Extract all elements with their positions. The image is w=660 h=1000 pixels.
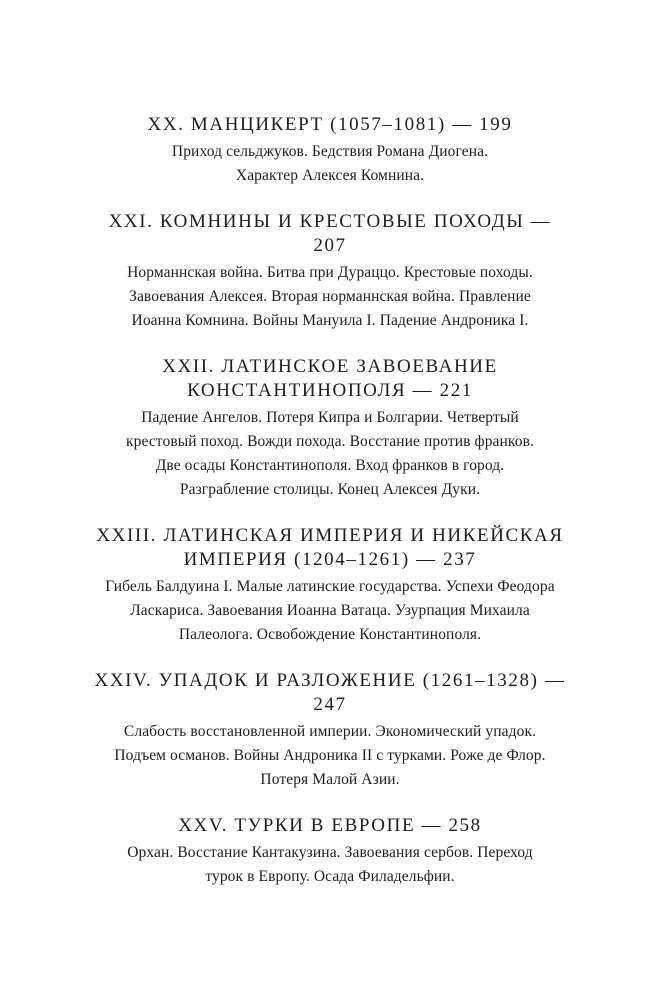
chapter-xx: [80, 113, 580, 188]
chapter-title: [80, 524, 580, 572]
chapter-description-line: крестовый поход. Вожди похода. Восстание против франков.: [125, 433, 535, 450]
chapter-xxiii: [80, 524, 580, 647]
chapter-title: [80, 210, 580, 258]
chapter-title-line: 247: [313, 694, 347, 715]
chapter-description-line: Ласкариса. Завоевания Иоанна Ватаца. Узурпация Михаила: [130, 602, 530, 619]
chapter-description-line: турок в Европу. Осада Филадельфии.: [205, 868, 455, 885]
chapter-description-line: Завоевания Алексея. Вторая норманнская война. Правление: [129, 288, 531, 305]
chapter-title-line: XXI. КОМНИНЫ И КРЕСТОВЫЕ ПОХОДЫ —: [108, 211, 552, 232]
chapter-description: [80, 406, 580, 502]
chapter-description-line: Падение Ангелов. Потеря Кипра и Болгарии. Четвертый: [141, 409, 519, 426]
chapter-title: [80, 113, 580, 137]
chapter-description-line: Гибель Балдуина I. Малые латинские государства. Успехи Феодора: [105, 578, 555, 595]
chapter-xxii: [80, 355, 580, 502]
chapter-description-line: Слабость восстановленной империи. Экономический упадок.: [123, 723, 537, 740]
chapter-description-line: Разграбление столицы. Конец Алексея Дуки.: [179, 481, 481, 498]
chapter-description-line: Подъем османов. Войны Андроника II с турками. Роже де Флор.: [114, 747, 546, 764]
chapter-xxv: [80, 814, 580, 889]
chapter-description-line: Потеря Малой Азии.: [260, 771, 400, 788]
table-of-contents: [80, 113, 580, 911]
chapter-title: [80, 669, 580, 717]
chapter-description-line: Характер Алексея Комнина.: [235, 167, 425, 184]
chapter-xxiv: [80, 669, 580, 792]
chapter-title-line: XXIII. ЛАТИНСКАЯ ИМПЕРИЯ И НИКЕЙСКАЯ: [96, 525, 564, 546]
chapter-title: [80, 355, 580, 403]
chapter-description-line: Палеолога. Освобождение Константинополя.: [178, 626, 482, 643]
chapter-description-line: Две осады Константинополя. Вход франков в город.: [155, 457, 505, 474]
chapter-description: [80, 841, 580, 889]
chapter-description-line: Приход сельджуков. Бедствия Романа Диогена.: [171, 143, 489, 160]
chapter-xxi: [80, 210, 580, 333]
chapter-description-line: Орхан. Восстание Кантакузина. Завоевания сербов. Переход: [127, 844, 533, 861]
chapter-title-line: ИМПЕРИЯ (1204–1261) — 237: [183, 549, 477, 570]
chapter-title-line: КОНСТАНТИНОПОЛЯ — 221: [187, 380, 473, 401]
chapter-title-line: XXV. ТУРКИ В ЕВРОПЕ — 258: [178, 815, 482, 836]
chapter-description-line: Иоанна Комнина. Войны Мануила I. Падение Андроника I.: [131, 312, 529, 329]
chapter-title-line: XXII. ЛАТИНСКОЕ ЗАВОЕВАНИЕ: [162, 356, 498, 377]
chapter-description: [80, 140, 580, 188]
chapter-title: [80, 814, 580, 838]
chapter-description: [80, 720, 580, 792]
chapter-title-line: XXIV. УПАДОК И РАЗЛОЖЕНИЕ (1261–1328) —: [94, 670, 566, 691]
chapter-description: [80, 575, 580, 647]
chapter-title-line: XX. МАНЦИКЕРТ (1057–1081) — 199: [147, 114, 513, 135]
chapter-description-line: Норманнская война. Битва при Дураццо. Крестовые походы.: [127, 264, 533, 281]
chapter-description: [80, 261, 580, 333]
chapter-title-line: 207: [313, 235, 347, 256]
